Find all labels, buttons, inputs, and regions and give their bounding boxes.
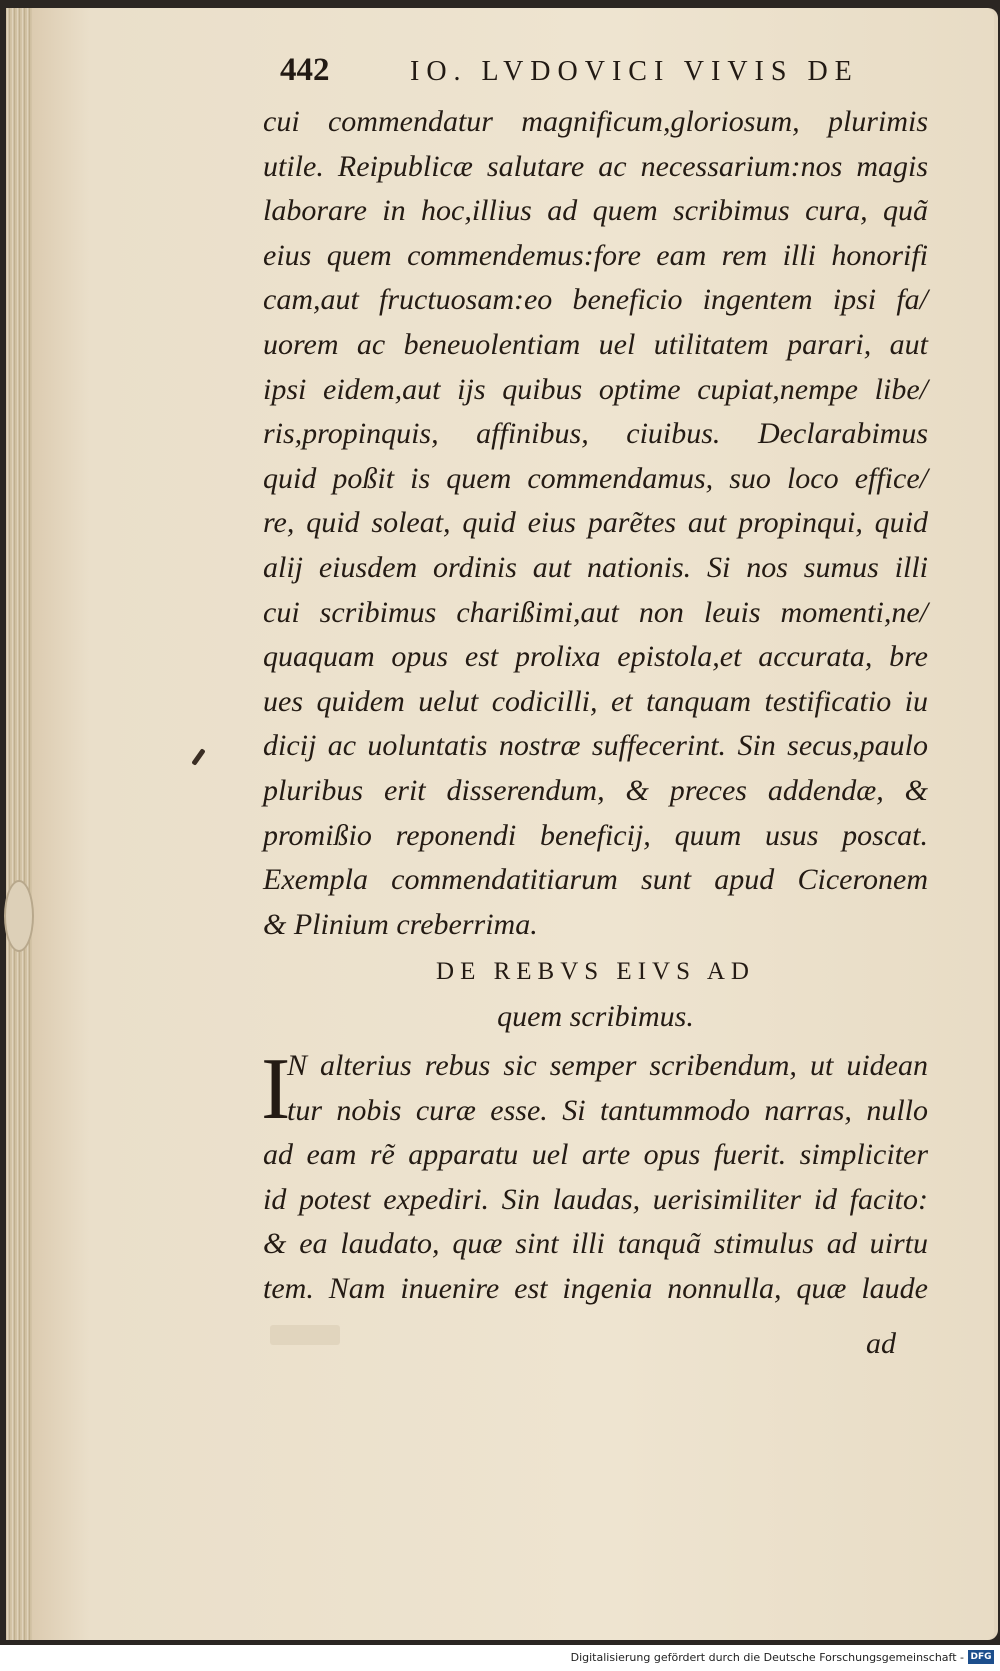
- text-line: id potest expediri. Sin laudas, uerisimiliter id facito:: [263, 1182, 928, 1216]
- text-line: Exempla commendatitiarum sunt apud Ciceronem: [263, 863, 928, 897]
- text-line: ris,propinquis, affinibus, ciuibus. Declarabimus: [263, 417, 928, 451]
- text-line: quaquam opus est prolixa epistola,et accurata, bre: [263, 640, 928, 674]
- section-heading: DE REBVS EIVS AD: [436, 958, 755, 985]
- text-line: re, quid soleat, quid eius parẽtes aut propinqui, quid: [263, 506, 928, 540]
- page-number: 442: [280, 52, 330, 88]
- running-head: IO. LVDOVICI VIVIS DE: [410, 56, 859, 87]
- text-line: laborare in hoc,illius ad quem scribimus cura, quã: [263, 194, 928, 228]
- drop-cap: I: [261, 1041, 291, 1138]
- text-line: pluribus erit disserendum, & preces addendæ, &: [263, 773, 928, 807]
- text-line: utile. Reipublicæ salutare ac necessarium:nos magis: [263, 149, 928, 183]
- text-line: promißio reponendi beneficij, quum usus poscat.: [263, 818, 928, 852]
- text-line: cui scribimus charißimi,aut non leuis momenti,ne/: [263, 595, 928, 629]
- text-line: tur nobis curæ esse. Si tantummodo narras, nullo: [287, 1093, 928, 1127]
- binding-ring: [4, 880, 34, 952]
- text-line: cui commendatur magnificum,gloriosum, plurimis: [263, 105, 928, 138]
- text-line: dicij ac uoluntatis nostræ suffecerint. Sin secus,paulo: [263, 729, 928, 763]
- funding-credit: Digitalisierung gefördert durch die Deutsche Forschungsgemeinschaft -: [570, 1651, 964, 1664]
- text-line: N alterius rebus sic semper scribendum, ut uidean: [287, 1049, 928, 1082]
- ink-bleed: [270, 1325, 340, 1345]
- text-line: tem. Nam inuenire est ingenia nonnulla, quæ laude: [263, 1271, 928, 1305]
- text-line: ipsi eidem,aut ijs quibus optime cupiat,nempe libe/: [263, 372, 928, 406]
- text-line: quid poßit is quem commendamus, suo loco effice/: [263, 461, 928, 495]
- text-line: & ea laudato, quæ sint illi tanquã stimulus ad uirtu: [263, 1227, 928, 1261]
- paragraph-2: [261, 1041, 928, 1312]
- text-line: uorem ac beneuolentiam uel utilitatem parari, aut: [263, 327, 928, 361]
- catchword: ad: [866, 1327, 896, 1360]
- text-line: alij eiusdem ordinis aut nationis. Si nos sumus illi: [263, 550, 928, 584]
- paragraph-1: [263, 100, 928, 947]
- text-line: ad eam rẽ apparatu uel arte opus fuerit. simpliciter: [263, 1138, 928, 1172]
- text-line: & Plinium creberrima.: [263, 907, 538, 941]
- footer-bar: [0, 1645, 1000, 1671]
- text-line: cam,aut fructuosam:eo beneficio ingentem ipsi fa/: [263, 283, 928, 317]
- page-header: [280, 52, 880, 102]
- text-line: eius quem commendemus:fore eam rem illi honorifi: [263, 238, 928, 272]
- text-line: ues quidem uelut codicilli, et tanquam testificatio iu: [263, 684, 928, 718]
- section-subheading: quem scribimus.: [497, 1000, 694, 1033]
- page-edges: [6, 8, 33, 1640]
- dfg-logo: DFG: [968, 1650, 994, 1664]
